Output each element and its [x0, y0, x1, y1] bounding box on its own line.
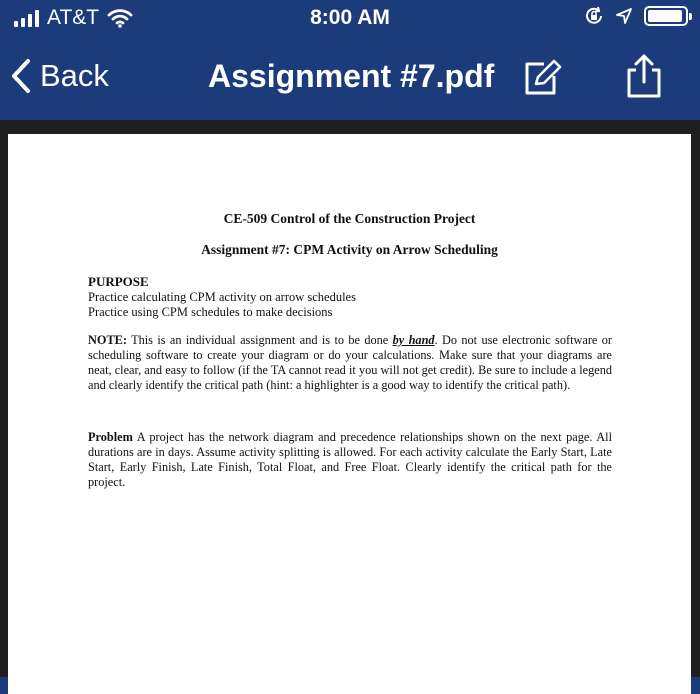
share-icon	[622, 52, 666, 100]
course-title: CE-509 Control of the Construction Project	[223, 211, 476, 226]
problem-label: Problem	[88, 430, 133, 444]
status-bar	[0, 0, 700, 38]
back-label: Back	[40, 58, 109, 93]
edit-icon	[520, 56, 564, 100]
battery-level-fill	[648, 10, 682, 22]
purpose-heading: PURPOSE	[88, 274, 149, 289]
note-text-continued: . Do not use electronic software or scheduling software to create your diagram or do your calculations. Make sure that your diagrams are neat, clear, and easy to follow (if the TA cannot read it you will not get credit). Be sure to include a legend and clearly identify the critical path (hint: a highlighter is a good way to identify the critical path).	[88, 333, 612, 392]
note-emphasis: by hand	[392, 333, 435, 347]
document-title: Assignment #7.pdf	[208, 58, 495, 94]
pdf-page	[8, 134, 691, 694]
note-text: This is an individual assignment and is to be done	[126, 333, 393, 347]
chevron-left-icon	[10, 58, 32, 94]
note-paragraph	[88, 333, 612, 393]
status-time: 8:00 AM	[310, 6, 390, 29]
purpose-line: Practice calculating CPM activity on arrow schedules	[88, 290, 356, 304]
problem-text: A project has the network diagram and precedence relationships shown on the next page. All durations are in days. Assume activity splitting is allowed. For each activity calculate the Early Start, Late Start, Early Finish, Late Finish, Total Float, and Free Float. Clearly identify the critical path for the project.	[88, 430, 612, 489]
share-button[interactable]	[622, 52, 666, 100]
back-button[interactable]	[10, 58, 109, 94]
purpose-line: Practice using CPM schedules to make decisions	[88, 305, 333, 319]
orientation-lock-icon	[584, 6, 604, 26]
navigation-bar	[0, 38, 700, 120]
carrier-label: AT&T	[47, 6, 100, 29]
assignment-title: Assignment #7: CPM Activity on Arrow Scheduling	[201, 242, 498, 257]
battery-icon	[644, 6, 688, 26]
status-indicators	[584, 6, 688, 26]
edit-button[interactable]	[520, 56, 564, 100]
note-label: NOTE:	[88, 333, 127, 347]
location-arrow-icon	[616, 8, 632, 24]
pdf-viewer[interactable]	[0, 120, 700, 677]
problem-paragraph	[88, 430, 612, 490]
